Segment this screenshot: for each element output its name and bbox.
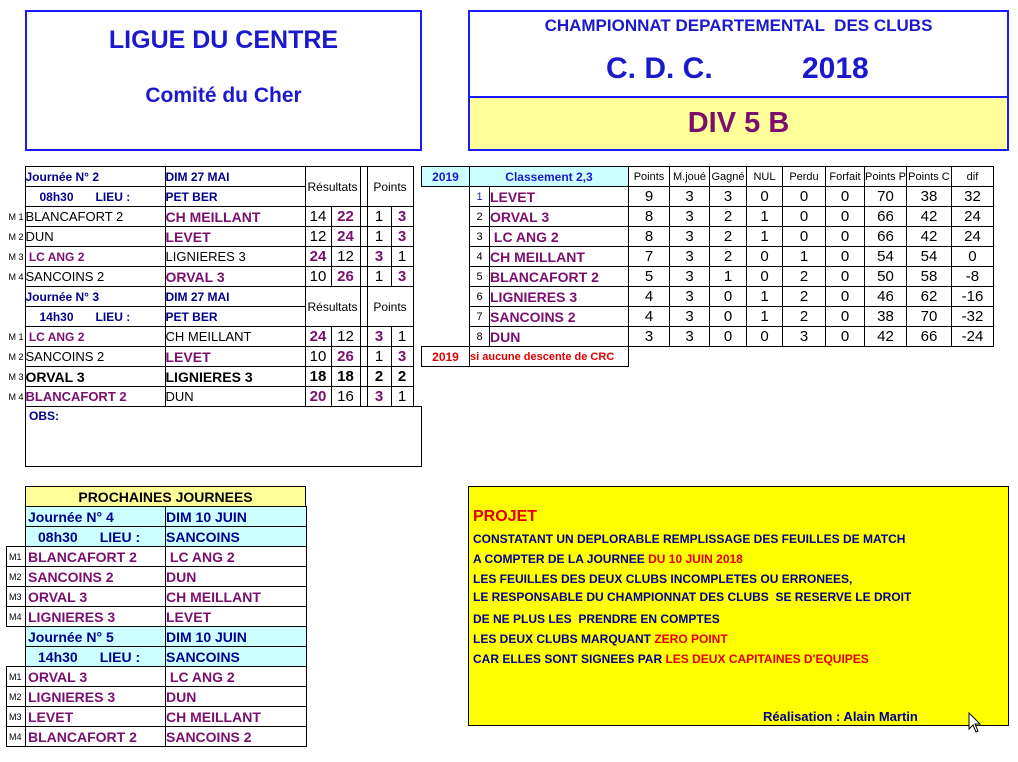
stat-cell: 66 [865, 227, 907, 247]
stat-cell: 42 [906, 227, 951, 247]
standing-title: Classement 2,3 [470, 167, 629, 187]
home-points: 3 [367, 327, 391, 347]
journee2-date: DIM 27 MAI [165, 167, 305, 187]
standing-row [422, 287, 994, 307]
rank-number: 4 [470, 247, 490, 267]
journee3-lieu: PET BER [165, 307, 305, 327]
home-points: 3 [367, 247, 391, 267]
j5-label: Journée N° 5 [26, 627, 166, 647]
home-team: LIGNIERES 3 [26, 687, 166, 707]
away-score: 24 [331, 227, 360, 247]
away-team: LIGNIERES 3 [165, 367, 305, 387]
j5-time-row [7, 647, 307, 667]
match-number: M3 [7, 707, 26, 727]
home-score: 14 [305, 207, 331, 227]
match-row [6, 367, 413, 387]
stat-cell: 1 [747, 207, 783, 227]
rank-number: 6 [470, 287, 490, 307]
away-points: 3 [391, 347, 413, 367]
spacer-cell [360, 167, 367, 207]
match-number: M 1 [8, 331, 24, 342]
note-year: 2019 [422, 347, 470, 367]
rank-number: 7 [470, 307, 490, 327]
results-header: Résultats [305, 287, 360, 327]
stat-cell: 2 [710, 207, 747, 227]
stat-cell: 50 [865, 267, 907, 287]
season-year: 2018 [802, 52, 869, 85]
stat-cell: 0 [747, 327, 783, 347]
projet-line-5: DE NE PLUS LES PRENDRE EN COMPTES [473, 612, 720, 626]
away-team: LC ANG 2 [166, 547, 307, 567]
match-row [6, 227, 413, 247]
stat-cell: 2 [710, 227, 747, 247]
stat-cell: -24 [951, 327, 993, 347]
team-name: CH MEILLANT [490, 247, 629, 267]
stat-cell: 3 [670, 287, 710, 307]
away-points: 3 [391, 207, 413, 227]
home-points: 3 [367, 387, 391, 407]
stat-cell: 46 [865, 287, 907, 307]
match-number: M 4 [8, 391, 24, 402]
j5-lieu: SANCOINS [166, 647, 307, 667]
home-score: 10 [305, 347, 331, 367]
stat-cell: 0 [826, 267, 865, 287]
away-points: 3 [391, 267, 413, 287]
match-row [6, 247, 413, 267]
stat-cell: 1 [710, 267, 747, 287]
standing-row [422, 207, 994, 227]
stat-cell: 0 [710, 287, 747, 307]
credit-line: Réalisation : Alain Martin [763, 709, 918, 724]
stat-cell: 38 [865, 307, 907, 327]
j4-label: Journée N° 4 [26, 507, 166, 527]
home-team: BLANCAFORT 2 [25, 207, 165, 227]
stat-cell: 0 [826, 287, 865, 307]
team-name: LIGNIERES 3 [490, 287, 629, 307]
stat-cell: 3 [670, 207, 710, 227]
away-score: 26 [331, 347, 360, 367]
header-right-box [468, 10, 1009, 151]
stat-cell: -8 [951, 267, 993, 287]
championship-title: CHAMPIONNAT DEPARTEMENTAL DES CLUBS [544, 16, 933, 35]
stat-cell: 0 [826, 327, 865, 347]
stat-cell: 62 [906, 287, 951, 307]
stat-cell: 0 [747, 247, 783, 267]
stat-cell: 9 [629, 187, 670, 207]
stat-cell: 4 [629, 307, 670, 327]
away-points: 3 [391, 227, 413, 247]
projet-captains: LES DEUX CAPITAINES D'EQUIPES [665, 652, 869, 666]
cdc-label: C. D. C. [606, 52, 713, 85]
stat-cell: 8 [629, 227, 670, 247]
team-name: SANCOINS 2 [490, 307, 629, 327]
points-header: Points [367, 287, 413, 327]
stat-cell: 66 [865, 207, 907, 227]
away-score: 18 [331, 367, 360, 387]
away-team: DUN [165, 387, 305, 407]
stat-cell: 8 [629, 207, 670, 227]
col-header: Forfait [826, 167, 865, 187]
stat-cell: 0 [826, 227, 865, 247]
stat-cell: 66 [906, 327, 951, 347]
j5-date: DIM 10 JUIN [166, 627, 307, 647]
j5-lieu-label: LIEU : [99, 648, 141, 665]
stat-cell: 24 [951, 227, 993, 247]
match-number: M 2 [8, 231, 24, 242]
home-team: LC ANG 2 [25, 247, 165, 267]
away-points: 1 [391, 387, 413, 407]
j5-time: 14h30 [38, 648, 78, 665]
away-score: 16 [331, 387, 360, 407]
journee2-lieu: PET BER [165, 187, 305, 207]
col-header: dif [951, 167, 993, 187]
standing-row [422, 267, 994, 287]
journee2-lieu-label: LIEU : [95, 189, 131, 204]
home-team: ORVAL 3 [25, 367, 165, 387]
standing-row [422, 247, 994, 267]
upcoming-match-row [7, 667, 307, 687]
stat-cell: 70 [865, 187, 907, 207]
journee2-label: Journée N° 2 [25, 167, 165, 187]
standing-year: 2019 [422, 167, 470, 187]
mouse-cursor-icon [968, 712, 982, 734]
match-number: M 2 [8, 351, 24, 362]
home-team: ORVAL 3 [26, 587, 166, 607]
match-number: M2 [7, 567, 26, 587]
stat-cell: 32 [951, 187, 993, 207]
results-header: Résultats [305, 167, 360, 207]
stat-cell: 2 [783, 267, 826, 287]
away-team: LIGNIERES 3 [165, 247, 305, 267]
col-header: Perdu [783, 167, 826, 187]
stat-cell: 3 [670, 267, 710, 287]
home-team: BLANCAFORT 2 [26, 727, 166, 747]
stat-cell: 1 [747, 227, 783, 247]
stat-cell: 0 [826, 307, 865, 327]
stat-cell: 7 [629, 247, 670, 267]
home-team: BLANCAFORT 2 [25, 387, 165, 407]
rank-number: 3 [470, 227, 490, 247]
home-points: 2 [367, 367, 391, 387]
j4-time-row [7, 527, 307, 547]
away-team: SANCOINS 2 [166, 727, 307, 747]
stat-cell: -32 [951, 307, 993, 327]
away-points: 1 [391, 327, 413, 347]
observations-box [25, 406, 422, 467]
upcoming-match-row [7, 567, 307, 587]
away-team: CH MEILLANT [165, 327, 305, 347]
rank-number: 5 [470, 267, 490, 287]
match-number: M1 [7, 667, 26, 687]
stat-cell: 0 [747, 267, 783, 287]
match-number: M 1 [8, 211, 24, 222]
stat-cell: 1 [783, 247, 826, 267]
projet-line-6 [473, 632, 728, 646]
match-row [6, 207, 413, 227]
next-rounds-table [6, 506, 307, 747]
team-name: LEVET [490, 187, 629, 207]
projet-line-3: LES FEUILLES DES DEUX CLUBS INCOMPLETES OU ERRONEES, [473, 572, 853, 586]
away-score: 12 [331, 327, 360, 347]
upcoming-match-row [7, 587, 307, 607]
away-team: LEVET [166, 607, 307, 627]
projet-title: PROJET [473, 508, 538, 525]
home-score: 12 [305, 227, 331, 247]
j5-header-row [7, 627, 307, 647]
team-name: DUN [490, 327, 629, 347]
col-header: Gagné [710, 167, 747, 187]
match-number: M 4 [8, 271, 24, 282]
match-number: M4 [7, 607, 26, 627]
stat-cell: 3 [670, 187, 710, 207]
standing-note-row [422, 347, 994, 367]
projet-line-6-text: LES DEUX CLUBS MARQUANT [473, 632, 655, 646]
j4-time: 08h30 [38, 528, 78, 545]
team-name: BLANCAFORT 2 [490, 267, 629, 287]
stat-cell: 38 [906, 187, 951, 207]
away-team: CH MEILLANT [166, 587, 307, 607]
match-results-table [6, 166, 414, 407]
standing-header-row [422, 167, 994, 187]
stat-cell: 2 [783, 307, 826, 327]
points-header: Points [367, 167, 413, 207]
home-score: 10 [305, 267, 331, 287]
committee-subtitle: Comité du Cher [145, 84, 302, 107]
match-number: M4 [7, 727, 26, 747]
stat-cell: 3 [629, 327, 670, 347]
stat-cell: 42 [865, 327, 907, 347]
home-points: 1 [367, 347, 391, 367]
match-number: M1 [7, 547, 26, 567]
match-row [6, 387, 413, 407]
stat-cell: 3 [710, 187, 747, 207]
stat-cell: 0 [826, 247, 865, 267]
projet-line-7 [473, 652, 869, 666]
stat-cell: 42 [906, 207, 951, 227]
match-row [6, 267, 413, 287]
stat-cell: 58 [906, 267, 951, 287]
away-points: 1 [391, 247, 413, 267]
standing-row [422, 187, 994, 207]
j4-lieu: SANCOINS [166, 527, 307, 547]
stat-cell: 0 [783, 227, 826, 247]
j4-header-row [7, 507, 307, 527]
match-row [6, 327, 413, 347]
stat-cell: 2 [783, 287, 826, 307]
standing-row [422, 307, 994, 327]
stat-cell: 0 [783, 207, 826, 227]
upcoming-match-row [7, 547, 307, 567]
home-team: ORVAL 3 [26, 667, 166, 687]
match-row [6, 347, 413, 367]
journee2-header-row [6, 167, 413, 187]
journee3-lieu-label: LIEU : [95, 309, 131, 324]
stat-cell: 3 [670, 327, 710, 347]
away-score: 22 [331, 207, 360, 227]
stat-cell: 0 [826, 187, 865, 207]
home-team: DUN [25, 227, 165, 247]
next-rounds-title: PROCHAINES JOURNEES [25, 486, 306, 507]
away-team: CH MEILLANT [165, 207, 305, 227]
match-number: M2 [7, 687, 26, 707]
stat-cell: 0 [826, 207, 865, 227]
upcoming-match-row [7, 687, 307, 707]
projet-zero-point: ZERO POINT [654, 632, 728, 646]
away-team: LC ANG 2 [166, 667, 307, 687]
home-points: 1 [367, 267, 391, 287]
home-team: SANCOINS 2 [26, 567, 166, 587]
division-banner [470, 96, 1007, 149]
league-title: LIGUE DU CENTRE [108, 26, 339, 54]
standing-row [422, 227, 994, 247]
note-text: si aucune descente de CRC [470, 347, 629, 367]
away-team: LEVET [165, 227, 305, 247]
journee2-time: 08h30 [39, 189, 74, 204]
team-name: LC ANG 2 [490, 227, 629, 247]
projet-date-highlight: DU 10 JUIN 2018 [648, 552, 743, 566]
journee3-label: Journée N° 3 [25, 287, 165, 307]
projet-box [468, 486, 1009, 726]
upcoming-match-row [7, 727, 307, 747]
upcoming-match-row [7, 707, 307, 727]
away-points: 2 [391, 367, 413, 387]
header-left-box [25, 10, 422, 151]
stat-cell: 0 [710, 307, 747, 327]
projet-line-2 [473, 552, 743, 566]
stat-cell: 1 [747, 287, 783, 307]
standing-row [422, 327, 994, 347]
observations-label: OBS: [29, 409, 59, 423]
team-name: ORVAL 3 [490, 207, 629, 227]
journee3-date: DIM 27 MAI [165, 287, 305, 307]
match-number: M3 [7, 587, 26, 607]
stat-cell: 4 [629, 287, 670, 307]
stat-cell: 3 [670, 227, 710, 247]
rank-number: 2 [470, 207, 490, 227]
col-header: Points C [906, 167, 951, 187]
projet-line-2-text: A COMPTER DE LA JOURNEE [473, 552, 649, 566]
away-team: DUN [166, 687, 307, 707]
projet-line-4: LE RESPONSABLE DU CHAMPIONNAT DES CLUBS SE RESERVE LE DROIT [473, 590, 912, 604]
stat-cell: 54 [865, 247, 907, 267]
stat-cell: 3 [670, 247, 710, 267]
home-team: SANCOINS 2 [25, 267, 165, 287]
home-score: 18 [305, 367, 331, 387]
rank-number: 1 [470, 187, 490, 207]
j4-lieu-label: LIEU : [99, 528, 141, 545]
stat-cell: 1 [747, 307, 783, 327]
home-team: BLANCAFORT 2 [26, 547, 166, 567]
home-score: 24 [305, 247, 331, 267]
stat-cell: -16 [951, 287, 993, 307]
away-team: ORVAL 3 [165, 267, 305, 287]
stat-cell: 2 [710, 247, 747, 267]
division-label: DIV 5 B [687, 107, 790, 139]
stat-cell: 0 [951, 247, 993, 267]
match-number: M 3 [8, 251, 24, 262]
away-score: 26 [331, 267, 360, 287]
standing-table [421, 166, 994, 367]
stat-cell: 3 [670, 307, 710, 327]
col-header: M.joué [670, 167, 710, 187]
away-team: CH MEILLANT [166, 707, 307, 727]
col-header: Points P [865, 167, 907, 187]
home-team: SANCOINS 2 [25, 347, 165, 367]
stat-cell: 3 [783, 327, 826, 347]
stat-cell: 0 [710, 327, 747, 347]
home-team: LC ANG 2 [25, 327, 165, 347]
journee3-time: 14h30 [39, 309, 74, 324]
away-team: LEVET [165, 347, 305, 367]
stat-cell: 0 [783, 187, 826, 207]
home-points: 1 [367, 227, 391, 247]
stat-cell: 5 [629, 267, 670, 287]
home-points: 1 [367, 207, 391, 227]
col-header: Points [629, 167, 670, 187]
home-score: 24 [305, 327, 331, 347]
projet-line-7-text: CAR ELLES SONT SIGNEES PAR [473, 652, 666, 666]
home-team: LEVET [26, 707, 166, 727]
rank-number: 8 [470, 327, 490, 347]
home-team: LIGNIERES 3 [26, 607, 166, 627]
stat-cell: 0 [747, 187, 783, 207]
projet-line-1: CONSTATANT UN DEPLORABLE REMPLISSAGE DES FEUILLES DE MATCH [473, 532, 906, 546]
stat-cell: 24 [951, 207, 993, 227]
col-header: NUL [747, 167, 783, 187]
j4-date: DIM 10 JUIN [166, 507, 307, 527]
match-number: M 3 [8, 371, 24, 382]
journee3-header-row [6, 287, 413, 307]
away-team: DUN [166, 567, 307, 587]
stat-cell: 54 [906, 247, 951, 267]
home-score: 20 [305, 387, 331, 407]
stat-cell: 70 [906, 307, 951, 327]
upcoming-match-row [7, 607, 307, 627]
away-score: 12 [331, 247, 360, 267]
